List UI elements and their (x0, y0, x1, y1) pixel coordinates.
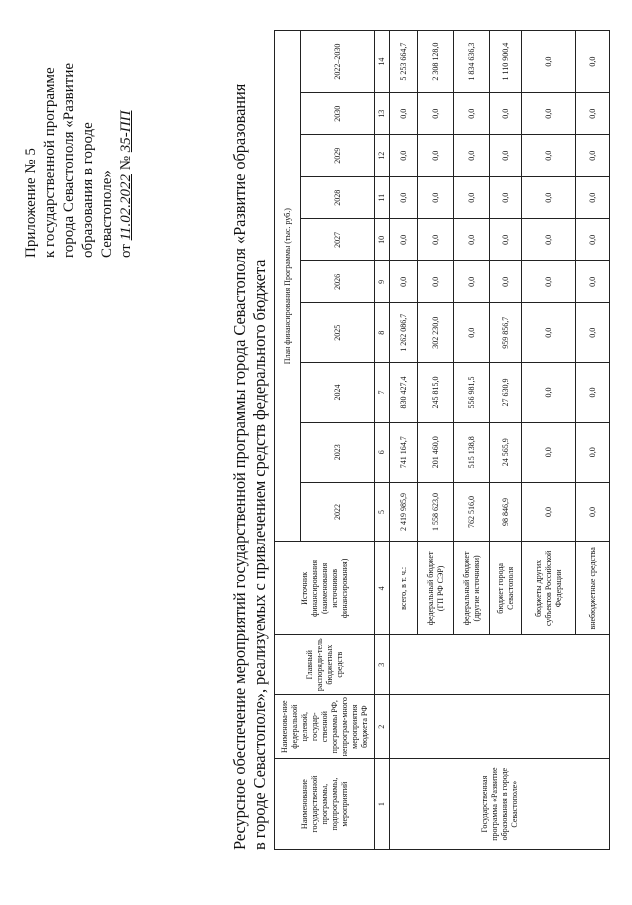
year-header: 2030 (301, 93, 375, 135)
column-number: 5 (375, 482, 390, 542)
header-row (275, 31, 301, 850)
document-title (230, 20, 270, 850)
value-cell: 0,0 (418, 93, 454, 135)
value-cell: 0,0 (522, 482, 576, 542)
date-prefix: от (118, 244, 134, 258)
value-cell: 0,0 (490, 93, 522, 135)
value-cell: 0,0 (490, 261, 522, 303)
value-cell: 0,0 (418, 177, 454, 219)
value-cell: 98 846,9 (490, 482, 522, 542)
value-cell: 830 427,4 (390, 363, 418, 423)
value-cell: 0,0 (454, 261, 490, 303)
value-cell: 0,0 (454, 303, 490, 363)
year-header: 2027 (301, 219, 375, 261)
value-cell: 2 419 985,9 (390, 482, 418, 542)
column-number-row (375, 31, 390, 850)
value-cell: 0,0 (522, 363, 576, 423)
column-number: 2 (375, 695, 390, 759)
value-cell: 201 460,0 (418, 422, 454, 482)
value-cell: 515 138,8 (454, 422, 490, 482)
column-number: 14 (375, 31, 390, 93)
value-cell: 0,0 (418, 219, 454, 261)
value-cell: 741 164,7 (390, 422, 418, 482)
funding-source-cell: федеральный бюджет (другие источники) (454, 542, 490, 635)
column-number: 8 (375, 303, 390, 363)
budget-manager-cell (390, 635, 610, 695)
year-header: 2029 (301, 135, 375, 177)
year-header: 2023 (301, 422, 375, 482)
federal-program-cell (390, 695, 610, 759)
value-cell: 0,0 (576, 177, 610, 219)
value-cell: 24 565,9 (490, 422, 522, 482)
appendix-line: образования в городе (80, 122, 96, 258)
value-cell: 0,0 (390, 93, 418, 135)
value-cell: 1 834 636,3 (454, 31, 490, 93)
value-cell: 0,0 (576, 303, 610, 363)
title-line: в городе Севастополе», реализуемых с привлечением средств федерального бюджета (250, 259, 269, 850)
program-name-cell: Государственная программа «Развитие образования в городе Севастополе» (390, 759, 610, 850)
column-number: 1 (375, 759, 390, 850)
funding-source-cell: внебюджетные средства (576, 542, 610, 635)
value-cell: 0,0 (390, 261, 418, 303)
year-header: 2022 (301, 482, 375, 542)
header-program-name: Наименование государственной программы, подпрограммы, мероприятий (275, 759, 375, 850)
value-cell: 0,0 (576, 93, 610, 135)
value-cell: 959 856,7 (490, 303, 522, 363)
funding-source-cell: бюджеты других субъектов Российской Федерации (522, 542, 576, 635)
year-header: 2025 (301, 303, 375, 363)
funding-source-cell: федеральный бюджет (ГП РФ СЭР) (418, 542, 454, 635)
funding-source-cell: всего, в т. ч.: (390, 542, 418, 635)
value-cell: 0,0 (390, 219, 418, 261)
value-cell: 0,0 (454, 177, 490, 219)
table-row (390, 31, 418, 850)
header-federal-program: Наименова-ние федеральной целевой, государ-ственной программы РФ, непрограм-много мероприятия бюджета РФ (275, 695, 375, 759)
title-line: Ресурсное обеспечение мероприятий государственной программы города Севастополя «Развитие образования (230, 83, 249, 850)
column-number: 13 (375, 93, 390, 135)
column-number: 4 (375, 542, 390, 635)
year-header-total: 2022–2030 (301, 31, 375, 93)
value-cell: 0,0 (454, 93, 490, 135)
value-cell: 0,0 (522, 219, 576, 261)
header-budget-manager: Главный распоряди-тель бюджетных средств (275, 635, 375, 695)
value-cell: 0,0 (576, 363, 610, 423)
value-cell: 556 981,5 (454, 363, 490, 423)
column-number: 11 (375, 177, 390, 219)
header-funding-plan: План финансирования Программы (тыс. руб.) (275, 31, 301, 542)
value-cell: 0,0 (390, 135, 418, 177)
value-cell: 0,0 (522, 261, 576, 303)
value-cell: 762 516,0 (454, 482, 490, 542)
value-cell: 302 230,0 (418, 303, 454, 363)
appendix-title: Приложение № 5 (23, 148, 39, 258)
appendix-header (22, 18, 136, 258)
value-cell: 0,0 (576, 482, 610, 542)
rotated-content (12, 10, 620, 890)
appendix-number: 35-ПП (118, 110, 134, 153)
value-cell: 0,0 (522, 303, 576, 363)
value-cell: 0,0 (576, 261, 610, 303)
value-cell: 0,0 (576, 422, 610, 482)
value-cell: 0,0 (522, 422, 576, 482)
value-cell: 245 815,0 (418, 363, 454, 423)
value-cell: 1 558 623,0 (418, 482, 454, 542)
value-cell: 1 110 900,4 (490, 31, 522, 93)
funding-source-cell: бюджет города Севастополя (490, 542, 522, 635)
column-number: 6 (375, 422, 390, 482)
column-number: 10 (375, 219, 390, 261)
value-cell: 1 262 086,7 (390, 303, 418, 363)
value-cell: 0,0 (418, 261, 454, 303)
value-cell: 0,0 (522, 93, 576, 135)
value-cell: 0,0 (490, 219, 522, 261)
value-cell: 0,0 (454, 135, 490, 177)
value-cell: 0,0 (522, 177, 576, 219)
value-cell: 0,0 (576, 219, 610, 261)
year-header: 2024 (301, 363, 375, 423)
column-number: 7 (375, 363, 390, 423)
value-cell: 0,0 (390, 177, 418, 219)
value-cell: 5 253 664,7 (390, 31, 418, 93)
value-cell: 0,0 (576, 135, 610, 177)
year-header: 2026 (301, 261, 375, 303)
column-number: 12 (375, 135, 390, 177)
year-header: 2028 (301, 177, 375, 219)
value-cell: 0,0 (490, 177, 522, 219)
value-cell: 0,0 (418, 135, 454, 177)
value-cell: 2 308 128,0 (418, 31, 454, 93)
value-cell: 0,0 (454, 219, 490, 261)
value-cell: 0,0 (576, 31, 610, 93)
column-number: 3 (375, 635, 390, 695)
data-rows (390, 31, 610, 850)
appendix-line: к государственной программе (42, 67, 58, 258)
appendix-date-line (117, 18, 136, 258)
value-cell: 0,0 (490, 135, 522, 177)
appendix-date: 11.02.2022 (118, 174, 134, 241)
funding-table (274, 30, 610, 850)
appendix-line: города Севастополя «Развитие (61, 62, 77, 258)
value-cell: 0,0 (522, 135, 576, 177)
header-funding-source: Источник финансирования (наименования источников финансирования) (275, 542, 375, 635)
column-number: 9 (375, 261, 390, 303)
value-cell: 27 630,9 (490, 363, 522, 423)
appendix-line: Севастополе» (99, 170, 115, 258)
value-cell: 0,0 (522, 31, 576, 93)
number-prefix: № (118, 155, 134, 171)
